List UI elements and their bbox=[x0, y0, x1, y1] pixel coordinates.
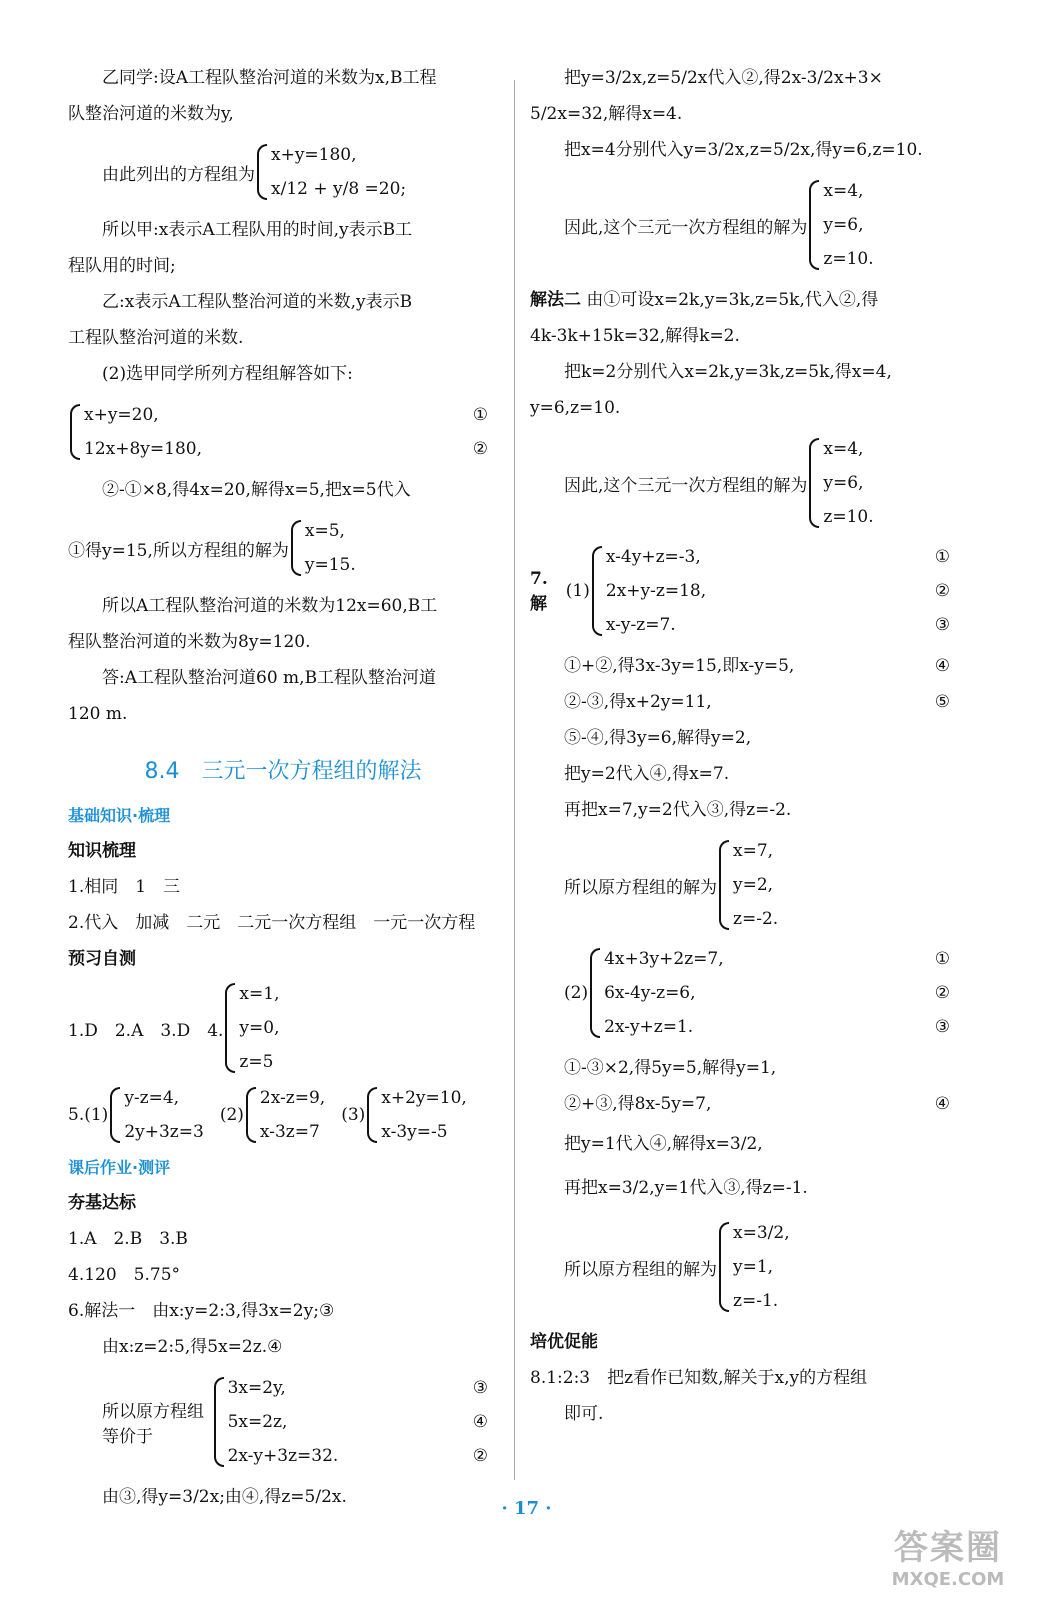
section-title: 8.4 三元一次方程组的解法 bbox=[144, 759, 422, 784]
question-label: 7.解 bbox=[530, 568, 548, 614]
equation-number: ② bbox=[472, 1446, 488, 1466]
equation-lead: 所以原方程组等价于 bbox=[102, 1402, 204, 1447]
equation-block bbox=[530, 174, 950, 276]
equation-block bbox=[530, 1216, 950, 1318]
equation: z=-1. bbox=[733, 1291, 779, 1311]
text-line: 由x:z=2:5,得5x=2z.④ bbox=[102, 1337, 283, 1357]
answer-line: 1.D 2.A 3.D 4. bbox=[68, 1020, 224, 1041]
equation: y=15. bbox=[304, 555, 356, 575]
equation: y-z=4, bbox=[124, 1088, 180, 1108]
equation: y=6, bbox=[823, 215, 864, 235]
text-line: 由①可设x=2k,y=3k,z=5k,代入②,得 bbox=[586, 290, 879, 310]
equation: x+y=180, bbox=[271, 145, 357, 165]
equation-lead: 因此,这个三元一次方程组的解为 bbox=[564, 475, 808, 496]
step-line: ②+③,得8x-5y=7, ④ bbox=[564, 1094, 950, 1114]
equation-block bbox=[68, 977, 498, 1079]
equation-number: ④ bbox=[472, 1412, 488, 1432]
equation: 5x=2z, bbox=[227, 1412, 288, 1432]
answer-line: 1.相同 1 三 bbox=[68, 877, 181, 897]
equation-system bbox=[223, 977, 279, 1079]
text-line: 所以A工程队整治河道的米数为12x=60,B工 bbox=[102, 596, 438, 616]
question-part: (2) bbox=[564, 983, 589, 1003]
equation-system bbox=[212, 1371, 488, 1473]
equation-number: ② bbox=[934, 983, 950, 1003]
answer-line: 8.1:2:3 把z看作已知数,解关于x,y的方程组 bbox=[530, 1368, 868, 1388]
text-line: 程队整治河道的米数为8y=120. bbox=[68, 632, 311, 652]
text-line: 把k=2分别代入x=2k,y=3k,z=5k,得x=4, bbox=[564, 362, 892, 382]
answer-line: 4.120 5.75° bbox=[68, 1265, 181, 1285]
equation: y=1, bbox=[733, 1257, 774, 1277]
method-label: 解法二 bbox=[530, 290, 581, 310]
category-heading: 课后作业·测评 bbox=[68, 1158, 171, 1177]
equation-lead: ①得y=15,所以方程组的解为 bbox=[68, 540, 289, 561]
step-line: ②-③,得x+2y=11, ⑤ bbox=[564, 692, 950, 712]
watermark-logo bbox=[873, 1520, 1023, 1590]
equation: x/12 + y/8 =20; bbox=[271, 179, 407, 199]
category-heading: 基础知识·梳理 bbox=[68, 806, 171, 825]
equation: 2y+3z=3 bbox=[124, 1122, 204, 1142]
equation-block bbox=[68, 138, 498, 206]
equation-lead: 所以原方程组的解为 bbox=[564, 1259, 717, 1280]
equation: x-4y+z=-3, bbox=[605, 547, 701, 567]
text-line: 工程队整治河道的米数. bbox=[68, 328, 244, 348]
answer-line: 即可. bbox=[564, 1404, 604, 1424]
equation-block bbox=[530, 540, 950, 642]
right-column bbox=[530, 60, 950, 1432]
equation: 3x=2y, bbox=[227, 1378, 286, 1398]
equation-block bbox=[68, 1081, 498, 1149]
equation-number: ② bbox=[934, 581, 950, 601]
text-line: 把x=4分别代入y=3/2x,z=5/2x,得y=6,z=10. bbox=[564, 140, 923, 160]
watermark-text: MXQE.COM bbox=[891, 1569, 1005, 1590]
equation-number: ② bbox=[472, 439, 488, 459]
equation-system bbox=[717, 834, 778, 936]
answer-line: 2.代入 加减 二元 二元一次方程组 一元一次方程 bbox=[68, 913, 476, 933]
step-line: ⑤-④,得3y=6,解得y=2, bbox=[564, 728, 752, 748]
text-line: y=6,z=10. bbox=[530, 398, 621, 418]
equation-block bbox=[530, 834, 950, 936]
equation-number: ③ bbox=[934, 615, 950, 635]
answer-line: 6.解法一 由x:y=2:3,得3x=2y;③ bbox=[68, 1301, 335, 1321]
equation-system bbox=[244, 1081, 325, 1149]
watermark-text: 答案圈 bbox=[894, 1528, 1002, 1568]
step-line: 再把x=3/2,y=1代入③,得z=-1. bbox=[564, 1178, 808, 1198]
equation-lead: 因此,这个三元一次方程组的解为 bbox=[564, 217, 808, 238]
text-line: 120 m. bbox=[68, 704, 128, 724]
equation: 2x-y+3z=32. bbox=[227, 1446, 339, 1466]
text-line: 答:A工程队整治河道60 m,B工程队整治河道 bbox=[102, 668, 437, 688]
equation: 2x-z=9, bbox=[259, 1088, 326, 1108]
equation-number: ① bbox=[934, 949, 950, 969]
text-line: 4k-3k+15k=32,解得k=2. bbox=[530, 326, 740, 346]
text-line: 所以甲:x表示A工程队用的时间,y表示B工 bbox=[102, 220, 413, 240]
left-column bbox=[68, 60, 498, 1515]
column-divider bbox=[514, 80, 515, 1480]
equation-system bbox=[365, 1081, 467, 1149]
equation-block bbox=[530, 432, 950, 534]
equation: x-3y=-5 bbox=[381, 1122, 448, 1142]
equation-lead: 由此列出的方程组为 bbox=[102, 164, 255, 185]
equation: x-3z=7 bbox=[259, 1122, 320, 1142]
equation: 4x+3y+2z=7, bbox=[604, 949, 724, 969]
equation: x=3/2, bbox=[733, 1223, 790, 1243]
text-line: 程队用的时间; bbox=[68, 256, 176, 276]
step-line: ①+②,得3x-3y=15,即x-y=5, ④ bbox=[564, 656, 950, 676]
equation: x=7, bbox=[733, 841, 774, 861]
equation: x=4, bbox=[823, 439, 864, 459]
equation: y=6, bbox=[823, 473, 864, 493]
equation-number: ③ bbox=[934, 1017, 950, 1037]
subsection-heading: 夯基达标 bbox=[68, 1193, 136, 1213]
equation-system bbox=[807, 174, 873, 276]
equation-number: ① bbox=[934, 547, 950, 567]
text-line: 队整治河道的米数为y, bbox=[68, 104, 234, 124]
equation-system bbox=[717, 1216, 790, 1318]
equation: x=4, bbox=[823, 181, 864, 201]
equation-block bbox=[68, 1371, 488, 1473]
text-line: 5/2x=32,解得x=4. bbox=[530, 104, 683, 124]
equation-system bbox=[807, 432, 873, 534]
text-line: 把y=3/2x,z=5/2x代入②,得2x-3/2x+3× bbox=[564, 68, 883, 88]
step-line: 再把x=7,y=2代入③,得z=-2. bbox=[564, 800, 792, 820]
equation-block bbox=[68, 514, 498, 582]
equation-block bbox=[68, 398, 488, 466]
equation-system bbox=[289, 514, 356, 582]
step-line: 把y=2代入④,得x=7. bbox=[564, 764, 730, 784]
subsection-heading: 知识梳理 bbox=[68, 841, 136, 861]
text-line bbox=[530, 282, 950, 318]
equation: x=1, bbox=[239, 984, 280, 1004]
equation: 2x-y+z=1. bbox=[604, 1017, 694, 1037]
equation: x+2y=10, bbox=[381, 1088, 467, 1108]
equation-system bbox=[255, 138, 406, 206]
page-number: · 17 · bbox=[501, 1498, 552, 1519]
text-line: 乙同学:设A工程队整治河道的米数为x,B工程 bbox=[102, 68, 437, 88]
equation: x+y=20, bbox=[84, 405, 159, 425]
equation: 12x+8y=180, bbox=[84, 439, 202, 459]
text-line: ②-①×8,得4x=20,解得x=5,把x=5代入 bbox=[102, 480, 411, 500]
text-line: 乙:x表示A工程队整治河道的米数,y表示B bbox=[102, 292, 413, 312]
step-line: ①-③×2,得5y=5,解得y=1, bbox=[564, 1058, 777, 1078]
step-line: 把y=1代入④,解得x=3/2, bbox=[564, 1134, 763, 1154]
equation: x-y-z=7. bbox=[605, 615, 676, 635]
equation: 6x-4y-z=6, bbox=[604, 983, 696, 1003]
equation-system bbox=[590, 540, 950, 642]
answer-line: 1.A 2.B 3.B bbox=[68, 1229, 188, 1249]
equation: y=0, bbox=[239, 1018, 280, 1038]
equation: z=5 bbox=[239, 1052, 274, 1072]
question-part: (1) bbox=[565, 581, 590, 601]
equation-number: ③ bbox=[472, 1378, 488, 1398]
subsection-heading: 预习自测 bbox=[68, 949, 136, 969]
equation: z=-2. bbox=[733, 909, 779, 929]
equation: y=2, bbox=[733, 875, 774, 895]
equation-block bbox=[530, 942, 950, 1044]
equation-system bbox=[108, 1081, 204, 1149]
answer-line: 5.(1) bbox=[68, 1105, 109, 1125]
equation-lead: 所以原方程组的解为 bbox=[564, 877, 717, 898]
equation-number: ① bbox=[472, 405, 488, 425]
equation-system bbox=[68, 398, 488, 466]
text-line: 由③,得y=3/2x;由④,得z=5/2x. bbox=[102, 1487, 347, 1507]
equation: x=5, bbox=[304, 521, 345, 541]
equation-system bbox=[588, 942, 950, 1044]
text-line: (2)选甲同学所列方程组解答如下: bbox=[102, 364, 353, 384]
equation: z=10. bbox=[823, 507, 874, 527]
answer-line: (3) bbox=[341, 1105, 366, 1125]
equation: 2x+y-z=18, bbox=[605, 581, 707, 601]
answer-line: (2) bbox=[219, 1105, 244, 1125]
subsection-heading: 培优促能 bbox=[530, 1332, 598, 1352]
equation: z=10. bbox=[823, 249, 874, 269]
